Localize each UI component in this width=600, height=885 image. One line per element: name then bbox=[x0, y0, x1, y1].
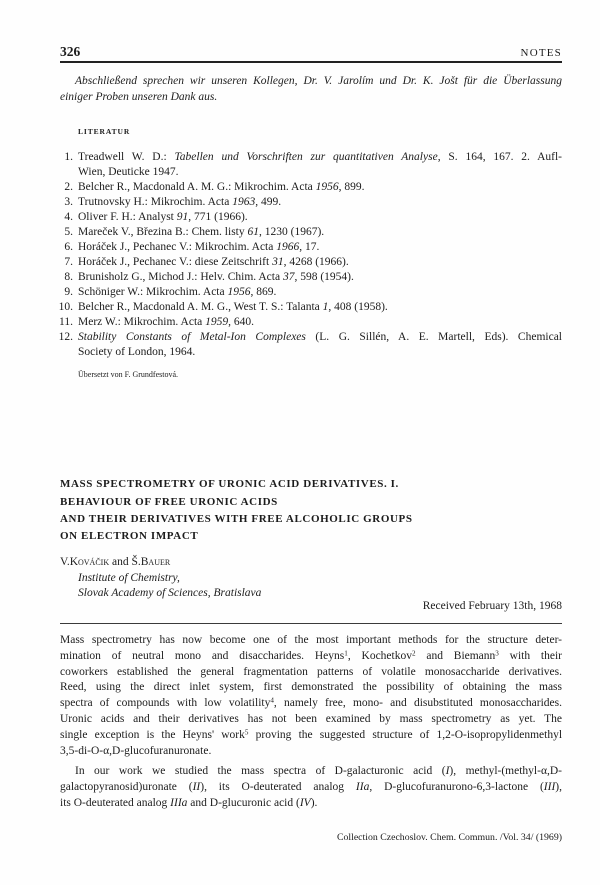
italic-text: IV bbox=[299, 796, 311, 809]
italic-text: 1956 bbox=[315, 181, 339, 193]
text-run: Society of London, 1964. bbox=[78, 346, 196, 358]
italic-text: II bbox=[192, 780, 201, 793]
italic-text: 37 bbox=[282, 271, 295, 283]
text-line bbox=[60, 680, 562, 696]
text-run: Mareček V., Březina B.: Chem. listy bbox=[78, 226, 248, 238]
text-run: , 869. bbox=[250, 286, 277, 298]
text-line bbox=[78, 225, 562, 240]
text-run: , D-glucofuranurono-6,3-lactone ( bbox=[369, 780, 544, 793]
reference-text bbox=[78, 210, 562, 225]
literature-heading: LITERATUR bbox=[78, 127, 131, 136]
text-line bbox=[60, 696, 562, 712]
reference-list bbox=[52, 150, 562, 360]
text-run: mination of neutral mono and disaccharides. Heyns bbox=[60, 649, 345, 662]
italic-text: Tabellen und Vorschriften zur quantitativen Analyse bbox=[174, 151, 438, 163]
text-line bbox=[60, 712, 562, 728]
italic-text: Slovak Academy of Sciences, Bratislava bbox=[78, 587, 262, 599]
journal-footer: Collection Czechoslov. Chem. Commun. /Vol. 34/ (1969) bbox=[336, 832, 562, 843]
reference-item bbox=[52, 270, 562, 285]
text-run: Horáček J., Pechanec V.: Mikrochim. Acta bbox=[78, 241, 277, 253]
body-paragraph bbox=[60, 764, 562, 811]
text-run: Mass spectrometry has now become one of the most important methods for the structure deter- bbox=[60, 634, 562, 646]
reference-text bbox=[78, 300, 562, 315]
text-run: , 899. bbox=[338, 181, 365, 193]
italic-text: 1966 bbox=[276, 241, 300, 253]
text-line bbox=[78, 270, 562, 285]
italic-text: 1963 bbox=[232, 196, 256, 208]
reference-item bbox=[52, 150, 562, 180]
reference-item bbox=[52, 180, 562, 195]
reference-number: 11. bbox=[59, 316, 73, 328]
text-line bbox=[78, 180, 562, 195]
page-header bbox=[60, 43, 562, 60]
text-run: , 598 (1954). bbox=[294, 271, 354, 283]
text-run: In our work we studied the mass spectra of D-galacturonic acid ( bbox=[75, 765, 446, 777]
reference-text bbox=[78, 285, 562, 300]
text-run: with their bbox=[498, 649, 562, 662]
section-label: NOTES bbox=[520, 47, 562, 59]
translator-note: Übersetzt von F. Grundfestová. bbox=[78, 370, 179, 379]
text-run: Brunisholz G., Michod J.: Helv. Chim. Acta bbox=[78, 271, 283, 283]
text-run: Horáček J., Pechanec V.: diese Zeitschrift bbox=[78, 256, 273, 268]
reference-text bbox=[78, 270, 562, 285]
text-line bbox=[78, 165, 562, 180]
text-line bbox=[78, 255, 562, 270]
text-line bbox=[78, 210, 562, 225]
page-number: 326 bbox=[60, 44, 81, 59]
article-title: MASS SPECTROMETRY OF URONIC ACID DERIVATIVES. I. bbox=[60, 478, 399, 490]
subtitle-line: ON ELECTRON IMPACT bbox=[60, 530, 199, 542]
text-line bbox=[60, 73, 562, 89]
header-rule bbox=[60, 61, 562, 63]
italic-text: Stability Constants of Metal-Ion Complexes bbox=[78, 331, 306, 343]
italic-text: 91 bbox=[176, 211, 189, 223]
text-run: single exception is the Heyns' work bbox=[60, 728, 245, 741]
text-run: , 408 (1958). bbox=[328, 301, 388, 313]
text-run: Belcher R., Macdonald A. M. G., West T. S.: Talanta bbox=[78, 301, 323, 313]
reference-item bbox=[52, 240, 562, 255]
text-line bbox=[78, 195, 562, 210]
text-run: ), its O-deuterated analog bbox=[200, 780, 356, 793]
text-run: Merz W.: Mikrochim. Acta bbox=[78, 316, 206, 328]
text-line bbox=[60, 649, 562, 665]
text-line bbox=[78, 345, 562, 360]
received-date: Received February 13th, 1968 bbox=[422, 600, 562, 612]
reference-number: 12. bbox=[58, 331, 73, 343]
text-line bbox=[60, 555, 170, 570]
text-run: coworkers established the general fragmentation patterns of volatile monosaccharide derivatives. bbox=[60, 665, 562, 678]
body-paragraph bbox=[60, 633, 562, 759]
reference-text bbox=[78, 255, 562, 270]
italic-text: Institute of Chemistry, bbox=[78, 572, 180, 584]
text-line bbox=[60, 764, 562, 780]
text-run: , 771 (1966). bbox=[188, 211, 248, 223]
reference-number: 6. bbox=[64, 241, 73, 253]
text-run: spectra of compounds with low volatility bbox=[60, 697, 271, 710]
reference-number: 9. bbox=[64, 286, 73, 298]
text-line bbox=[60, 780, 562, 796]
text-run: galactopyranosid)uronate ( bbox=[60, 780, 193, 793]
reference-number: 10. bbox=[58, 301, 73, 313]
reference-item bbox=[52, 300, 562, 315]
text-run: Oliver F. H.: Analyst bbox=[78, 211, 177, 223]
text-line bbox=[78, 571, 261, 586]
text-line bbox=[78, 240, 562, 255]
reference-text bbox=[78, 225, 562, 240]
text-run: and Biemann bbox=[415, 649, 496, 662]
text-run: 3,5-di-O-α,D-glucofuranuronate. bbox=[60, 744, 212, 757]
superscript-ref: 5 bbox=[244, 728, 249, 737]
italic-text: 1 bbox=[322, 301, 329, 313]
small-caps-text: V.Kováčik bbox=[60, 556, 110, 568]
italic-text: IIa bbox=[355, 780, 370, 793]
reference-item bbox=[52, 285, 562, 300]
text-line bbox=[78, 330, 562, 345]
reference-number: 7. bbox=[64, 256, 73, 268]
reference-number: 2. bbox=[64, 181, 73, 193]
italic-text: Abschließend sprechen wir unseren Kollegen, Dr. V. Jarolím und Dr. K. Jošt für die Überlassung bbox=[75, 75, 562, 87]
affiliation bbox=[78, 571, 261, 601]
section-rule bbox=[60, 623, 562, 624]
text-line bbox=[60, 796, 562, 812]
text-run: , namely free, mono- and disubstituted monosaccharides. bbox=[273, 697, 562, 710]
reference-text bbox=[78, 180, 562, 195]
text-line bbox=[60, 665, 562, 681]
text-run: , 4268 (1966). bbox=[283, 256, 349, 268]
italic-text: 31 bbox=[272, 256, 284, 268]
acknowledgement bbox=[60, 73, 562, 105]
small-caps-text: Š.Bauer bbox=[131, 556, 171, 568]
reference-text bbox=[78, 315, 562, 330]
reference-item bbox=[52, 255, 562, 270]
text-run: Uronic acids and their derivatives has not been examined by mass spectrometry as yet. The bbox=[60, 712, 562, 725]
superscript-ref: 3 bbox=[495, 649, 499, 658]
text-line bbox=[60, 728, 562, 744]
reference-number: 5. bbox=[64, 226, 73, 238]
reference-item bbox=[52, 330, 562, 360]
text-run: , 1230 (1967). bbox=[259, 226, 325, 238]
text-line bbox=[60, 633, 562, 649]
reference-text bbox=[78, 240, 562, 255]
text-run: Reed, using the direct inlet system, first demonstrated the possibility of obtaining the mass bbox=[60, 681, 562, 694]
text-run: ), methyl-(methyl-α,D- bbox=[449, 765, 562, 777]
text-run: ), bbox=[555, 780, 562, 793]
text-line bbox=[60, 744, 562, 760]
reference-number: 1. bbox=[64, 151, 73, 163]
text-run: proving the suggested structure of 1,2-O-isopropylidenmethyl bbox=[248, 728, 563, 741]
text-run: Belcher R., Macdonald A. M. G.: Mikrochim. Acta bbox=[78, 181, 316, 193]
reference-item bbox=[52, 210, 562, 225]
text-line bbox=[78, 315, 562, 330]
italic-text: III bbox=[543, 780, 556, 793]
text-run: Wien, Deuticke 1947. bbox=[78, 166, 179, 178]
superscript-ref: 4 bbox=[270, 696, 274, 705]
reference-number: 3. bbox=[64, 196, 73, 208]
text-run: , 499. bbox=[255, 196, 282, 208]
text-run: , 640. bbox=[228, 316, 254, 328]
reference-text bbox=[78, 330, 562, 360]
reference-text bbox=[78, 195, 562, 210]
text-run: and D-glucuronic acid ( bbox=[187, 796, 300, 809]
reference-item bbox=[52, 195, 562, 210]
text-run: its O-deuterated analog bbox=[60, 796, 171, 809]
text-run: , S. 164, 167. 2. Aufl- bbox=[437, 151, 562, 163]
text-run: and bbox=[109, 556, 132, 568]
text-run: Schöniger W.: Mikrochim. Acta bbox=[78, 286, 228, 298]
text-run: Treadwell W. D.: bbox=[78, 151, 175, 163]
text-run: Trutnovsky H.: Mikrochim. Acta bbox=[78, 196, 233, 208]
text-line bbox=[60, 89, 562, 105]
reference-item bbox=[52, 225, 562, 240]
italic-text: einiger Proben unseren Dank aus. bbox=[60, 91, 218, 103]
text-line bbox=[78, 285, 562, 300]
reference-number: 4. bbox=[64, 211, 73, 223]
italic-text: 1956 bbox=[227, 286, 251, 298]
text-run: ). bbox=[310, 796, 318, 809]
italic-text: I bbox=[445, 765, 450, 777]
superscript-ref: 2 bbox=[411, 649, 416, 658]
italic-text: IIIa bbox=[170, 796, 188, 809]
italic-text: 61 bbox=[247, 226, 259, 238]
reference-number: 8. bbox=[64, 271, 73, 283]
authors bbox=[60, 555, 170, 570]
text-line bbox=[78, 150, 562, 165]
text-line bbox=[78, 586, 261, 601]
superscript-ref: 1 bbox=[344, 649, 348, 658]
text-run: , Kochetkov bbox=[347, 649, 412, 662]
subtitle-line: AND THEIR DERIVATIVES WITH FREE ALCOHOLIC GROUPS bbox=[60, 513, 413, 525]
text-run: (L. G. Sillén, A. E. Martell, Eds). Chemical bbox=[305, 331, 563, 343]
article-subtitle bbox=[60, 494, 413, 545]
text-line bbox=[78, 300, 562, 315]
subtitle-line: BEHAVIOUR OF FREE URONIC ACIDS bbox=[60, 496, 278, 508]
reference-text bbox=[78, 150, 562, 180]
reference-item bbox=[52, 315, 562, 330]
italic-text: 1959 bbox=[205, 316, 229, 328]
text-run: , 17. bbox=[299, 241, 320, 253]
